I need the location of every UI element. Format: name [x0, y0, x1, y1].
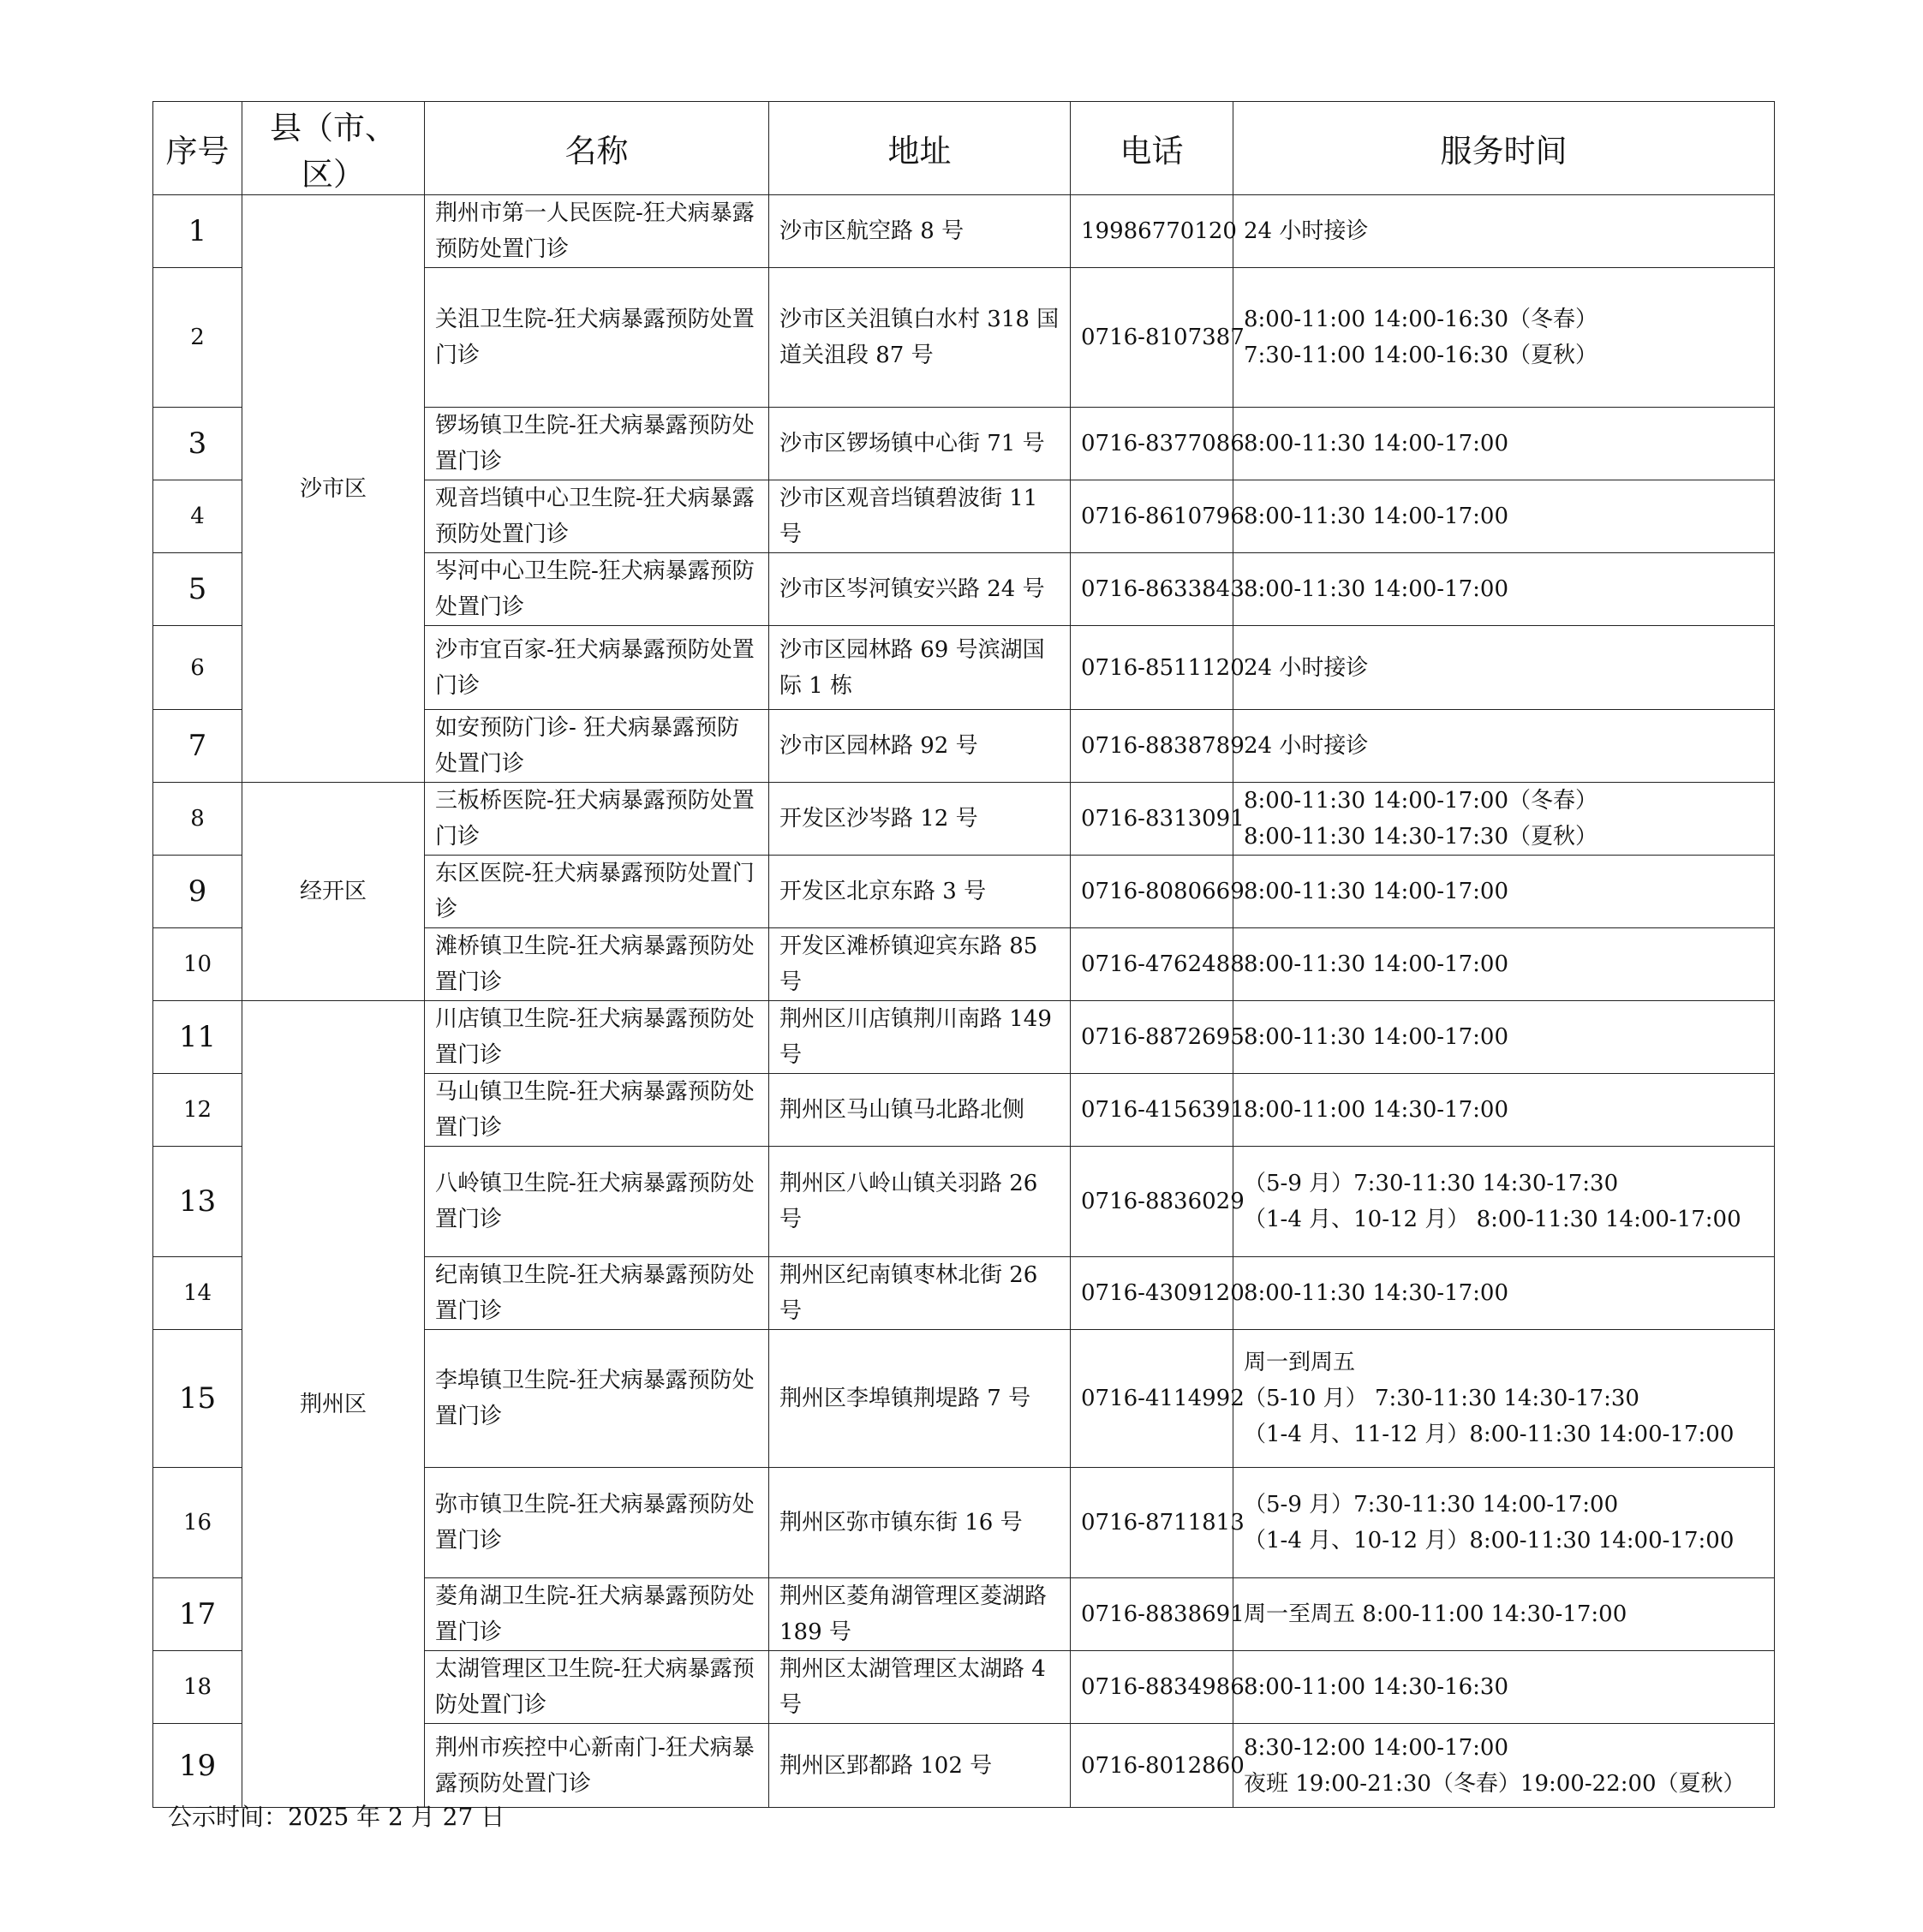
clinic-name: 菱角湖卫生院-狂犬病暴露预防处置门诊 [425, 1578, 769, 1651]
service-hours [1233, 710, 1775, 783]
row-number: 16 [153, 1468, 242, 1578]
hours-line: 8:00-11:30 14:00-17:00 [1244, 576, 1509, 602]
clinic-phone: 0716-8012860 [1071, 1724, 1233, 1808]
clinic-name: 八岭镇卫生院-狂犬病暴露预防处置门诊 [425, 1147, 769, 1257]
district-cell: 经开区 [242, 783, 425, 1001]
clinic-address: 沙市区锣场镇中心街 71 号 [769, 408, 1071, 480]
clinic-name: 沙市宜百家-狂犬病暴露预防处置门诊 [425, 626, 769, 710]
clinic-phone: 0716-8711813 [1071, 1468, 1233, 1578]
clinic-address: 开发区北京东路 3 号 [769, 856, 1071, 928]
service-hours [1233, 408, 1775, 480]
row-number: 14 [153, 1257, 242, 1330]
district-cell: 沙市区 [242, 195, 425, 783]
hours-line: 8:00-11:30 14:30-17:00 [1244, 1280, 1509, 1306]
row-number: 19 [153, 1724, 242, 1808]
row-number: 8 [153, 783, 242, 856]
clinic-phone: 0716-8107387 [1071, 268, 1233, 408]
row-number: 18 [153, 1651, 242, 1724]
service-hours [1233, 1468, 1775, 1578]
service-hours [1233, 1074, 1775, 1147]
clinic-name: 如安预防门诊- 狂犬病暴露预防处置门诊 [425, 710, 769, 783]
clinic-phone: 0716-4762488 [1071, 928, 1233, 1001]
clinic-phone: 0716-4156391 [1071, 1074, 1233, 1147]
clinic-address: 荆州区李埠镇荆堤路 7 号 [769, 1330, 1071, 1468]
service-hours [1233, 856, 1775, 928]
service-hours [1233, 553, 1775, 626]
row-number: 15 [153, 1330, 242, 1468]
row-number: 12 [153, 1074, 242, 1147]
clinic-name: 三板桥医院-狂犬病暴露预防处置门诊 [425, 783, 769, 856]
clinic-address: 沙市区园林路 92 号 [769, 710, 1071, 783]
table-row [153, 783, 1775, 856]
row-number: 7 [153, 710, 242, 783]
clinic-address: 荆州区郢都路 102 号 [769, 1724, 1071, 1808]
hours-line: （5-10 月） 7:30-11:30 14:30-17:30 [1244, 1386, 1639, 1411]
clinic-phone: 0716-8610796 [1071, 480, 1233, 553]
clinic-name: 荆州市第一人民医院-狂犬病暴露预防处置门诊 [425, 195, 769, 268]
hours-line: （1-4 月、10-12 月） 8:00-11:30 14:00-17:00 [1244, 1207, 1741, 1232]
clinic-name: 太湖管理区卫生院-狂犬病暴露预防处置门诊 [425, 1651, 769, 1724]
hours-line: 8:00-11:30 14:00-17:00 [1244, 431, 1509, 456]
hours-line: （1-4 月、11-12 月）8:00-11:30 14:00-17:00 [1244, 1422, 1735, 1447]
clinic-phone: 0716-8838691 [1071, 1578, 1233, 1651]
clinic-phone: 0716-8511120 [1071, 626, 1233, 710]
clinic-address: 开发区沙岑路 12 号 [769, 783, 1071, 856]
clinic-phone: 0716-8836029 [1071, 1147, 1233, 1257]
clinic-name: 荆州市疾控中心新南门-狂犬病暴露预防处置门诊 [425, 1724, 769, 1808]
row-number: 2 [153, 268, 242, 408]
hours-line: 周一到周五 [1244, 1350, 1356, 1375]
service-hours [1233, 783, 1775, 856]
clinic-address: 沙市区岑河镇安兴路 24 号 [769, 553, 1071, 626]
table-row [153, 195, 1775, 268]
hours-line: 8:30-12:00 14:00-17:00 [1244, 1734, 1509, 1761]
hours-line: （1-4 月、10-12 月）8:00-11:30 14:00-17:00 [1244, 1528, 1735, 1553]
clinic-address: 开发区滩桥镇迎宾东路 85 号 [769, 928, 1071, 1001]
clinic-name: 东区医院-狂犬病暴露预防处置门诊 [425, 856, 769, 928]
clinic-address: 沙市区园林路 69 号滨湖国际 1 栋 [769, 626, 1071, 710]
clinic-name: 岑河中心卫生院-狂犬病暴露预防处置门诊 [425, 553, 769, 626]
clinic-name: 纪南镇卫生院-狂犬病暴露预防处置门诊 [425, 1257, 769, 1330]
service-hours [1233, 1330, 1775, 1468]
clinic-phone: 0716-8633843 [1071, 553, 1233, 626]
service-hours [1233, 928, 1775, 1001]
clinic-name: 关沮卫生院-狂犬病暴露预防处置门诊 [425, 268, 769, 408]
service-hours [1233, 1001, 1775, 1074]
service-hours [1233, 268, 1775, 408]
clinic-phone: 0716-8377086 [1071, 408, 1233, 480]
clinic-phone: 0716-8838789 [1071, 710, 1233, 783]
header-phone: 电话 [1071, 102, 1233, 195]
hours-line: （5-9 月）7:30-11:30 14:00-17:00 [1244, 1492, 1619, 1518]
service-hours [1233, 195, 1775, 268]
publish-date: 公示时间：2025 年 2 月 27 日 [168, 1803, 505, 1831]
clinic-name: 马山镇卫生院-狂犬病暴露预防处置门诊 [425, 1074, 769, 1147]
header-address: 地址 [769, 102, 1071, 195]
clinic-address: 荆州区八岭山镇关羽路 26 号 [769, 1147, 1071, 1257]
clinic-address: 荆州区马山镇马北路北侧 [769, 1074, 1071, 1147]
clinic-name: 弥市镇卫生院-狂犬病暴露预防处置门诊 [425, 1468, 769, 1578]
service-hours [1233, 1578, 1775, 1651]
clinic-name: 李埠镇卫生院-狂犬病暴露预防处置门诊 [425, 1330, 769, 1468]
row-number: 5 [153, 553, 242, 626]
row-number: 13 [153, 1147, 242, 1257]
header-district: 县（市、区） [242, 102, 425, 195]
service-hours [1233, 1724, 1775, 1808]
clinic-address: 沙市区航空路 8 号 [769, 195, 1071, 268]
hours-line: 夜班 19:00-21:30（冬春）19:00-22:00（夏秋） [1244, 1770, 1746, 1797]
clinic-phone: 0716-8872695 [1071, 1001, 1233, 1074]
clinic-address: 沙市区观音垱镇碧波街 11 号 [769, 480, 1071, 553]
clinic-name: 川店镇卫生院-狂犬病暴露预防处置门诊 [425, 1001, 769, 1074]
clinic-phone: 0716-8313091 [1071, 783, 1233, 856]
hours-line: 8:00-11:30 14:00-17:00 [1244, 1024, 1509, 1050]
clinic-address: 荆州区太湖管理区太湖路 4 号 [769, 1651, 1071, 1724]
row-number: 1 [153, 195, 242, 268]
hours-line: 24 小时接诊 [1244, 218, 1369, 244]
clinic-phone: 19986770120 [1071, 195, 1233, 268]
hours-line: 8:00-11:30 14:30-17:30（夏秋） [1244, 824, 1598, 850]
clinic-table [152, 101, 1775, 1808]
clinic-address: 荆州区弥市镇东街 16 号 [769, 1468, 1071, 1578]
clinic-phone: 0716-8834986 [1071, 1651, 1233, 1724]
row-number: 17 [153, 1578, 242, 1651]
header-name: 名称 [425, 102, 769, 195]
hours-line: 8:00-11:00 14:30-16:30 [1244, 1674, 1509, 1700]
table-row [153, 1001, 1775, 1074]
header-row [153, 102, 1775, 195]
clinic-address: 荆州区菱角湖管理区菱湖路 189 号 [769, 1578, 1071, 1651]
hours-line: 7:30-11:00 14:00-16:30（夏秋） [1244, 343, 1598, 368]
hours-line: 8:00-11:30 14:00-17:00 [1244, 504, 1509, 529]
row-number: 9 [153, 856, 242, 928]
row-number: 3 [153, 408, 242, 480]
header-no: 序号 [153, 102, 242, 195]
clinic-name: 锣场镇卫生院-狂犬病暴露预防处置门诊 [425, 408, 769, 480]
clinic-phone: 0716-8080669 [1071, 856, 1233, 928]
service-hours [1233, 626, 1775, 710]
clinic-phone: 0716-4309120 [1071, 1257, 1233, 1330]
row-number: 11 [153, 1001, 242, 1074]
clinic-name: 滩桥镇卫生院-狂犬病暴露预防处置门诊 [425, 928, 769, 1001]
hours-line: （5-9 月）7:30-11:30 14:30-17:30 [1244, 1171, 1619, 1196]
header-hours: 服务时间 [1233, 102, 1775, 195]
hours-line: 8:00-11:00 14:30-17:00 [1244, 1097, 1509, 1123]
hours-line: 24 小时接诊 [1244, 654, 1369, 681]
clinic-name: 观音垱镇中心卫生院-狂犬病暴露预防处置门诊 [425, 480, 769, 553]
hours-line: 8:00-11:00 14:00-16:30（冬春） [1244, 307, 1598, 332]
hours-line: 8:00-11:30 14:00-17:00 [1244, 879, 1509, 904]
row-number: 6 [153, 626, 242, 710]
hours-line: 24 小时接诊 [1244, 733, 1369, 759]
row-number: 4 [153, 480, 242, 553]
service-hours [1233, 480, 1775, 553]
row-number: 10 [153, 928, 242, 1001]
clinic-address: 荆州区纪南镇枣林北街 26 号 [769, 1257, 1071, 1330]
district-cell: 荆州区 [242, 1001, 425, 1808]
service-hours [1233, 1651, 1775, 1724]
hours-line: 周一至周五 8:00-11:00 14:30-17:00 [1244, 1601, 1627, 1627]
hours-line: 8:00-11:30 14:00-17:00（冬春） [1244, 788, 1598, 814]
clinic-address: 荆州区川店镇荆川南路 149 号 [769, 1001, 1071, 1074]
service-hours [1233, 1257, 1775, 1330]
hours-line: 8:00-11:30 14:00-17:00 [1244, 951, 1509, 977]
table-body [153, 195, 1775, 1808]
clinic-address: 沙市区关沮镇白水村 318 国道关沮段 87 号 [769, 268, 1071, 408]
clinic-phone: 0716-4114992 [1071, 1330, 1233, 1468]
service-hours [1233, 1147, 1775, 1257]
